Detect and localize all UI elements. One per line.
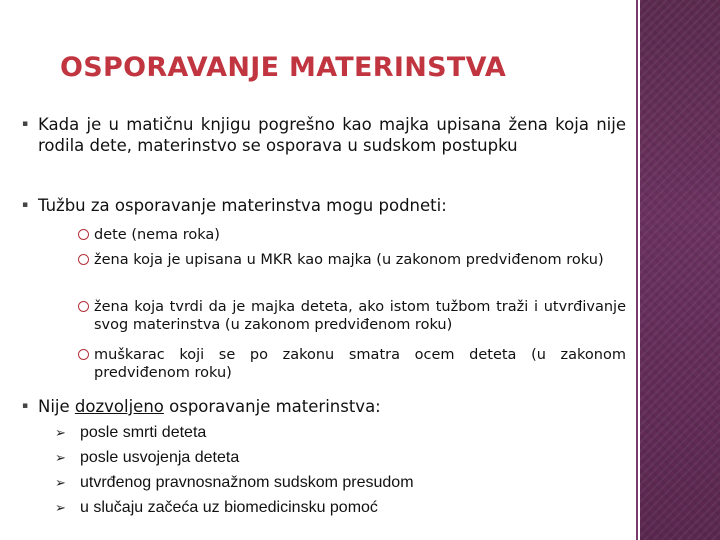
arrow-bullet-icon: ➢ — [55, 475, 66, 490]
arrow-item-text: posle usvojenja deteta — [80, 449, 240, 466]
arrow-bullet-icon: ➢ — [55, 425, 66, 440]
arrow-item-text: utvrđenog pravnosnažnom sudskom presudom — [80, 474, 414, 491]
bullet-dot-icon: ▪ — [22, 200, 29, 210]
arrow-bullet-icon: ➢ — [55, 450, 66, 465]
ring-bullet-icon — [78, 349, 89, 360]
sub-bullet-text: muškarac koji se po zakonu smatra ocem deteta (u zakonom predviđenom roku) — [94, 347, 626, 381]
sub-bullet-text: dete (nema roka) — [94, 227, 220, 243]
arrow-item-text: posle smrti deteta — [80, 424, 207, 441]
bullet-item — [22, 114, 626, 180]
bullet-item — [22, 195, 626, 217]
slide-title: OSPORAVANJE MATERINSTVA — [60, 52, 507, 83]
decorative-side-band — [640, 0, 720, 540]
bullet-item — [22, 396, 626, 418]
bullet-text — [38, 396, 626, 417]
bullet-prefix: Nije — [38, 397, 75, 416]
sub-bullet-text: žena koja tvrdi da je majka deteta, ako istom tužbom traži i utvrđivanje svog materinstva (u zakonom predviđenom roku) — [94, 299, 626, 333]
ring-bullet-icon — [78, 254, 89, 265]
sub-bullet-text: žena koja je upisana u MKR kao majka (u zakonom predviđenom roku) — [94, 252, 604, 268]
arrow-item-text: u slučaju začeća uz biomedicinsku pomoć — [80, 499, 378, 516]
bullet-text: Kada je u matičnu knjigu pogrešno kao majka upisana žena koja nije rodila dete, materinstvo se osporava u sudskom postupku — [38, 115, 626, 155]
bullet-dot-icon: ▪ — [22, 119, 29, 129]
ring-bullet-icon — [78, 229, 89, 240]
bullet-suffix: osporavanje materinstva: — [163, 397, 381, 416]
bullet-dot-icon: ▪ — [22, 401, 29, 411]
ring-bullet-icon — [78, 301, 89, 312]
arrow-bullet-icon: ➢ — [55, 500, 66, 515]
bullet-text: Tužbu za osporavanje materinstva mogu podneti: — [38, 196, 447, 215]
underlined-word: dozvoljeno — [74, 397, 164, 416]
